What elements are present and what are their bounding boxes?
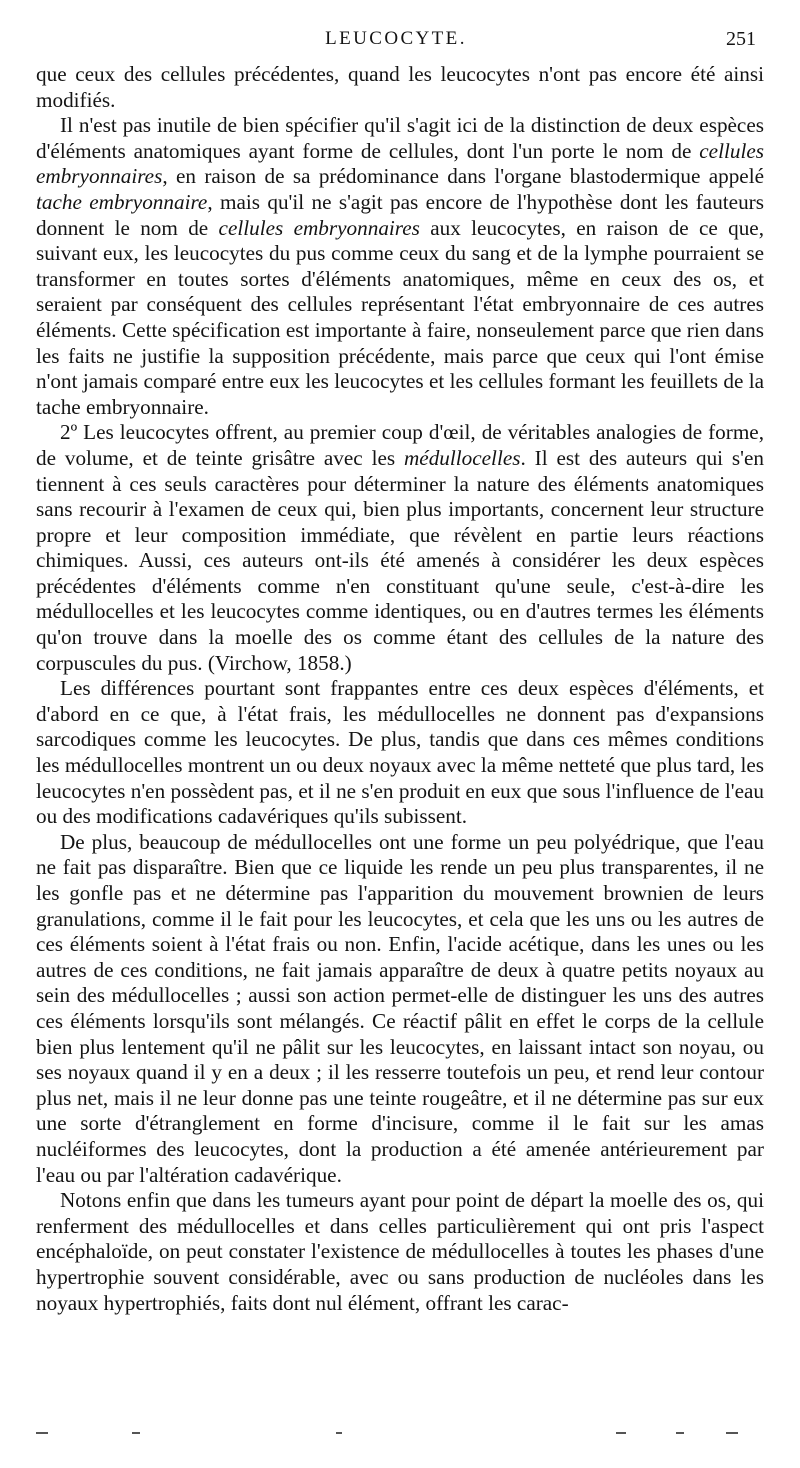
paragraph-4: Les différences pourtant sont frappantes entre ces deux espèces d'éléments, et d'abord en ce que, à l'état frais, les médullocelles ne donnent pas d'expansions sarcodiques comme les leucocytes. De plus, tandis que dans ces mêmes conditions les médullocelles montrent un ou deux noyaux avec la même netteté que plus tard, les leucocytes n'en possèdent pas, et il ne s'en produit en eux que sous l'influence de l'eau ou des modifications cadavériques qu'ils subissent. [36, 676, 764, 829]
body-text [36, 62, 764, 1316]
page-number: 251 [726, 28, 756, 50]
running-title: LEUCOCYTE. [325, 28, 467, 49]
paragraph-6: Notons enfin que dans les tumeurs ayant pour point de départ la moelle des os, qui renferment des médullocelles et dans celles particulièrement qui ont pris l'aspect encéphaloïde, on peut constater l'existence de médullocelles à toutes les phases d'une hypertrophie souvent considérable, avec ou sans production de nucléoles dans les noyaux hypertrophiés, faits dont nul élément, offrant les carac- [36, 1188, 764, 1315]
term-cellules-embryonnaires-2: cellules embryonnaires [218, 215, 420, 240]
term-medullocelles: médullocelles [403, 445, 521, 470]
footer-print-marks [36, 1432, 756, 1438]
print-mark [726, 1432, 738, 1434]
term-tache-embryonnaire: tache embryonnaire [36, 189, 208, 214]
paragraph-2-part-a: Il n'est pas inutile de bien spécifier qu'il s'agit ici de la distinction de deux espèces d'éléments anatomiques ayant forme de cellules, dont l'un porte le nom de [36, 113, 764, 163]
print-mark [132, 1432, 140, 1434]
paragraph-2-part-c: , en raison de sa prédominance dans l'organe blastodermique appelé [162, 164, 764, 189]
paragraph-1: que ceux des cellules précédentes, quand les leucocytes n'ont pas encore été ainsi modifiés. [36, 62, 764, 112]
print-mark [616, 1432, 626, 1434]
term-cellules-embryonnaires: cellules embryonnaires [36, 138, 764, 189]
print-mark [676, 1432, 684, 1434]
running-head [36, 28, 756, 58]
paragraph-2-part-g: aux leucocytes, en raison de ce que, suivant eux, les leucocytes du pus comme ceux du sang et de la lymphe pourraient se transformer en toutes sortes d'éléments anatomiques, même en ceux des os, et seraient par conséquent des cellules représentant l'état embryonnaire de ces autres éléments. Cette spécification est importante à faire, nonseulement parce que rien dans les faits ne justifie la supposition précédente, mais parce que ceux qui l'ont émise n'ont jamais comparé entre eux les leucocytes et les cellules formant les feuillets de la tache embryonnaire. [36, 215, 764, 419]
paragraph-3-part-a: 2º Les leucocytes offrent, au premier coup d'œil, de véritables analogies de forme, de volume, et de teinte grisâtre avec les [36, 420, 764, 470]
paragraph-3-part-c: . Il est des auteurs qui s'en tiennent à ces seuls caractères pour déterminer la nature des éléments anatomiques sans recourir à l'examen de ceux qui, bien plus importants, concernent leur structure propre et leur composition immédiate, que révèlent en partie leurs réactions chimiques. Aussi, ces auteurs ont-ils été amenés à considérer les deux espèces précédentes d'éléments comme n'en constituant qu'une seule, c'est-à-dire les médullocelles et les leucocytes comme identiques, ou en d'autres termes les éléments qu'on trouve dans la moelle des os comme étant des cellules de la nature des corpuscules du pus. (Virchow, 1858.) [36, 445, 764, 675]
print-mark [336, 1432, 342, 1434]
paragraph-2-part-e: , mais qu'il ne s'agit pas encore de l'hypothèse dont les fauteurs donnent le nom de [36, 189, 764, 240]
paragraph-3 [36, 420, 764, 676]
paragraph-2 [36, 113, 764, 420]
print-mark [36, 1432, 48, 1434]
paragraph-5: De plus, beaucoup de médullocelles ont une forme un peu polyédrique, que l'eau ne fait pas disparaître. Bien que ce liquide les rende un peu plus transparentes, il ne les gonfle pas et ne détermine pas l'apparition du mouvement brownien de leurs granulations, comme il le fait pour les leucocytes, et cela que les uns ou les autres de ces éléments soient à l'état frais ou non. Enfin, l'acide acétique, dans les unes ou les autres de ces conditions, ne fait jamais apparaître de deux à quatre petits noyaux au sein des médullocelles ; aussi son action permet-elle de distinguer les uns des autres ces éléments lorsqu'ils sont mélangés. Ce réactif pâlit en effet le corps de la cellule bien plus lentement qu'il ne pâlit sur les leucocytes, en laissant intact son noyau, ou ses noyaux quand il y en a deux ; il les resserre toutefois un peu, et rend leur contour plus net, mais il ne leur donne pas une teinte rougeâtre, et il ne détermine pas sur eux une sorte d'étranglement en forme d'incisure, comme il le fait sur les amas nucléiformes des leucocytes, dont la production a été amenée antérieurement par l'eau ou par l'altération cadavérique. [36, 829, 764, 1187]
